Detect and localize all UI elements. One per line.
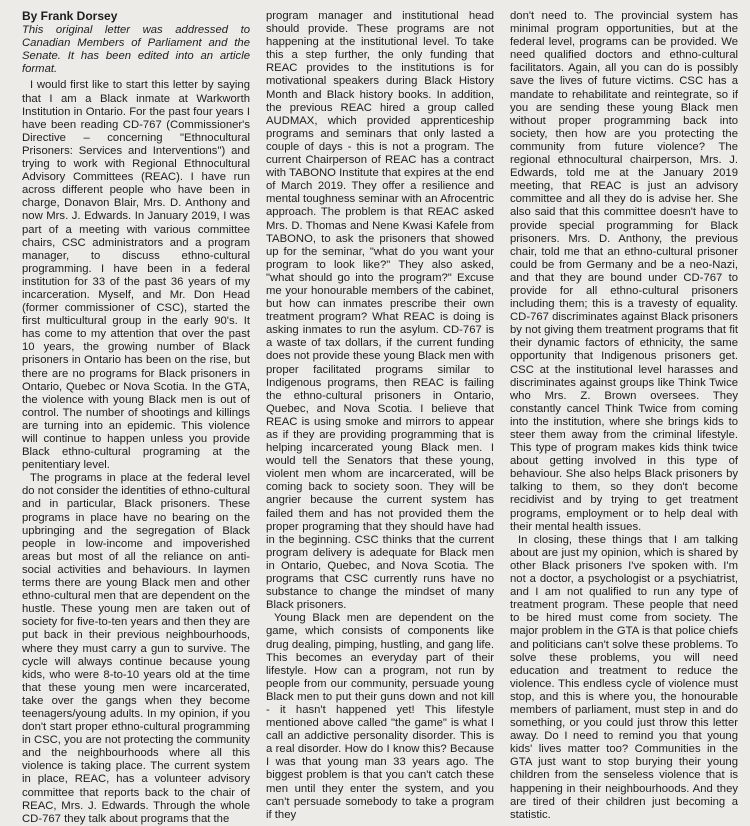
paragraph: program manager and institutional head should provide. These programs are not happening at the institutional level. To take this a step further, the only funding that REAC provides to the institutions is for motivational speakers during Black History Month and Black history books. In addition, the previous REAC hired a group called AUDMAX, which provided apprenticeship programs and seminars that only lasted a couple of days - this is not a program. The current Chairperson of REAC has a contract with TABONO Institute that expires at the end of March 2019. They offer a resilience and mental toughness seminar with an Afrocentric approach. The problem is that REAC asked Mrs. D. Thomas and Nene Kwasi Kafele from TABONO, to ask the prisoners that showed up for the seminar, "what do you want your program to look like?" They also asked, "what should go into the program?" Excuse me your honourable members of the cabinet, but how can inmates prescribe their own treatment program? What REAC is doing is asking inmates to run the asylum. CD-767 is a waste of tax dollars, if the current funding does not provide these young Black men with proper facilitated programs similar to Indigenous programs, then REAC is failing the ethno-cultural prisoners in Ontario, Quebec, and Nova Scotia. I believe that REAC is using smoke and mirrors to appear as if they are providing programming that is helping incarcerated young Black men. I would tell the Senators that these young, violent men whom are incarcerated, will be coming back to society soon. They will be angrier because the current system has failed them and has not provided them the proper programing that they should have had in the beginning. CSC thinks that the current program delivery is adequate for Black men in Ontario, Quebec, and Nova Scotia. The programs that CSC currently runs have no substance to change the mindset of many Black prisoners. [266,10,494,612]
paragraph: The programs in place at the federal level do not consider the identities of ethno-cultural and in particular, Black prisoners. These programs in place have no bearing on the upbringing and the segregation of Black people in low-income and impoverished areas but most of all the reliance on anti-social activities and behaviours. In laymen terms there are young Black men and other ethno-cultural men that are dependent on the hustle. These young men are taken out of society for five-to-ten years and then they are put back in their previous neighbourhoods, where they must carry a gun to survive. The cycle will always continue because young kids, who were 8-to-10 years old at the time that these young men were incarcerated, take over the gangs when they become teenagers/young adults. In my opinion, if you don't start proper ethno-cultural programming in CSC, you are not protecting the community and the neighbourhoods where all this violence is taking place. The current system in place, REAC, has a volunteer advisory committee that reports back to the chair of REAC, Mrs. J. Edwards. Through the whole CD-767 they talk about programs that the [22,472,250,825]
paragraph: In closing, these things that I am talking about are just my opinion, which is shared by other Black prisoners I've spoken with. I'm not a doctor, a psychologist or a psychiatrist, and I am not qualified to run any type of treatment program. These people that need to be hired must come from society. The major problem in the GTA is that police chiefs and politicians can't solve these problems. To solve these problems, you will need education and treatment to reduce the violence. This endless cycle of violence must stop, and this is where you, the honourable members of parliament, must step in and do something, or you could just throw this letter away. Do I need to remind you that young kids' lives matter too? Communities in the GTA just want to stop burying their young children from the senseless violence that is happening in their neighbourhoods. And they are tired of their children just becoming a statistic. [510,533,738,821]
paragraph: Young Black men are dependent on the game, which consists of components like drug dealing, pimping, hustling, and gang life. This becomes an everyday part of their lifestyle. How can a program, not run by people from our community, persuade young Black men to put their guns down and not kill - it hasn't happened yet! This lifestyle mentioned above called "the game" is what I call an addictive personality disorder. This is a real disorder. How do I know this? Because I was that young man 33 years ago. The biggest problem is that you can't catch these men until they enter the system, and you can't persuade somebody to take a program if they [266,612,494,821]
column-1 [22,9,250,825]
paragraph: don't need to. The provincial system has minimal program opportunities, but at the federal level, programs can be provided. We need qualified doctors and ethno-cultural facilitators. Again, all you can do is possibly save the lives of future victims. CSC has a mandate to rehabilitate and reintegrate, so if you are sending these young Black men without proper programming back into society, then how are you protecting the community from future violence? The regional ethnocultural chairperson, Mrs. J. Edwards, told me at the January 2019 meeting, that REAC is just an advisory committee and all they do is advise her. She also said that this committee doesn't have to provide special programming for Black prisoners. Mrs. D. Anthony, the previous chair, told me that an ethno-cultural prisoner could be from Germany and be a neo-Nazi, and that they are bound under CD-767 to provide for all ethno-cultural prisoners including them; this is a travesty of equality. CD-767 discriminates against Black prisoners by not giving them treatment programs that fit their dynamic factors of ethnicity, the same opportunity that Indigenous prisoners get. CSC at the institutional level harasses and discriminates against groups like Think Twice who Mrs. Z. Brown oversees. They constantly cancel Think Twice from coming into the institution, where she brings kids to steer them away from the criminal lifestyle. This type of program makes kids think twice about getting involved in this type of behaviour. She also helps Black prisoners by talking to them, so they don't become recidivist and by trying to get treatment programs, employment or to help deal with their mental health issues. [510,10,738,533]
column-3 [510,10,738,821]
column-2 [266,10,494,821]
editor-note: This original letter was addressed to Canadian Members of Parliament and the Senate. It has been edited into an article format. [22,24,250,76]
paragraph: I would first like to start this letter by saying that I am a Black inmate at Warkworth Institution in Ontario. For the past four years I have been reading CD-767 (Commissioner's Directive – concerning "Ethnocultural Prisoners: Services and Interventions") and trying to work with Regional Ethnocultural Advisory Committees (REAC). I have run across different people who have been in charge, Donavon Blair, Mrs. D. Anthony and now Mrs. J. Edwards. In January 2019, I was part of a meeting with various committee chairs, CSC administrators and a program manager, to discuss ethno-cultural programming. I have been in a federal institution for 33 of the past 36 years of my incarceration. Myself, and Mr. Don Head (former commissioner of CSC), started the first multicultural group in the early 90's. It has come to my attention that over the past 10 years, the growing number of Black prisoners in Ontario has been on the rise, but there are no programs for Black prisoners in Ontario, Quebec or Nova Scotia. In the GTA, the violence with young Black men is out of control. The number of shootings and killings are turning into an epidemic. This violence will continue to happen unless you provide Black ethno-cultural programing at the penitentiary level. [22,79,250,472]
byline: By Frank Dorsey [22,9,118,23]
